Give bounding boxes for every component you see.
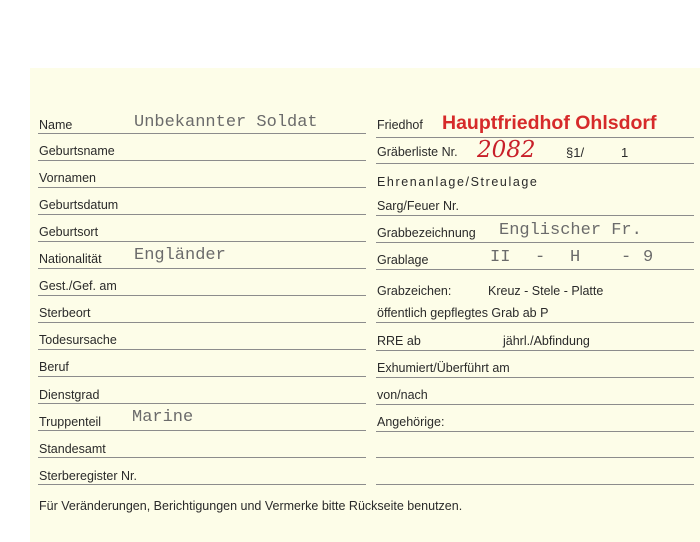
sarg-line [376, 215, 694, 216]
geburtsname-label: Geburtsname [39, 144, 115, 158]
truppenteil-label: Truppenteil [39, 415, 102, 429]
gepflegt-line [376, 322, 694, 323]
sterberegister-line [38, 484, 366, 485]
von-nach-line [376, 404, 694, 405]
rre-abfindung-label: jährl./Abfindung [503, 334, 590, 348]
nationalitaet-line [38, 268, 366, 269]
todesursache-line [38, 349, 366, 350]
truppenteil-line [38, 430, 366, 431]
gestorben-line [38, 295, 366, 296]
truppenteil-value: Marine [132, 408, 194, 427]
grabbezeichnung-label: Grabbezeichnung [377, 226, 476, 240]
angehoerige-label: Angehörige: [377, 415, 445, 429]
sterberegister-label: Sterberegister Nr. [39, 469, 137, 483]
grablage-value-1: II [490, 248, 511, 267]
standesamt-label: Standesamt [39, 442, 106, 456]
grabbezeichnung-value: Englischer Fr. [499, 221, 642, 240]
friedhof-stamp: Hauptfriedhof Ohlsdorf [442, 112, 657, 134]
graeberliste-line [376, 163, 694, 164]
nationalitaet-value: Engländer [134, 246, 226, 265]
grablage-separator-1: - [535, 248, 546, 267]
grablage-value-3: 9 [643, 248, 654, 267]
name-label: Name [39, 118, 73, 132]
graeberliste-number: 2082 [477, 137, 536, 163]
grablage-label: Grablage [377, 253, 429, 267]
graeberliste-label: Gräberliste Nr. [377, 145, 458, 159]
beruf-label: Beruf [39, 360, 69, 374]
standesamt-line [38, 457, 366, 458]
vornamen-label: Vornamen [39, 171, 96, 185]
grablage-separator-2: - [621, 248, 632, 267]
angehoerige-line-1 [376, 431, 694, 432]
ehrenanlage-label: Ehrenanlage/Streulage [377, 175, 539, 189]
rre-line [376, 350, 694, 351]
dienstgrad-line [38, 403, 366, 404]
todesursache-label: Todesursache [39, 333, 117, 347]
beruf-line [38, 376, 366, 377]
geburtsname-line [38, 160, 366, 161]
sarg-label: Sarg/Feuer Nr. [377, 199, 459, 213]
vornamen-line [38, 187, 366, 188]
name-line [38, 133, 366, 134]
geburtsort-line [38, 241, 366, 242]
exhumiert-line [376, 377, 694, 378]
dienstgrad-label: Dienstgrad [39, 388, 100, 402]
geburtsdatum-label: Geburtsdatum [39, 198, 119, 212]
grabbezeichnung-line [376, 242, 694, 243]
sterbeort-label: Sterbeort [39, 306, 91, 320]
gepflegt-label: öffentlich gepflegtes Grab ab P [377, 306, 549, 320]
grablage-line [376, 269, 694, 270]
exhumiert-label: Exhumiert/Überführt am [377, 361, 510, 375]
von-nach-label: von/nach [377, 388, 428, 402]
sterbeort-line [38, 322, 366, 323]
grablage-value-2: H [570, 248, 581, 267]
grabzeichen-options: Kreuz - Stele - Platte [488, 284, 604, 298]
rre-label: RRE ab [377, 334, 421, 348]
gestorben-label: Gest./Gef. am [39, 279, 117, 293]
geburtsort-label: Geburtsort [39, 225, 99, 239]
graeberliste-section: §1/ [566, 145, 585, 160]
footer-note: Für Veränderungen, Berichtigungen und Vermerke bitte Rückseite benutzen. [39, 499, 463, 513]
friedhof-label: Friedhof [377, 118, 423, 132]
name-value: Unbekannter Soldat [134, 113, 318, 132]
nationalitaet-label: Nationalität [39, 252, 102, 266]
grabzeichen-label: Grabzeichen: [377, 284, 452, 298]
graeberliste-page: 1 [621, 145, 629, 160]
angehoerige-line-3 [376, 484, 694, 485]
angehoerige-line-2 [376, 457, 694, 458]
geburtsdatum-line [38, 214, 366, 215]
